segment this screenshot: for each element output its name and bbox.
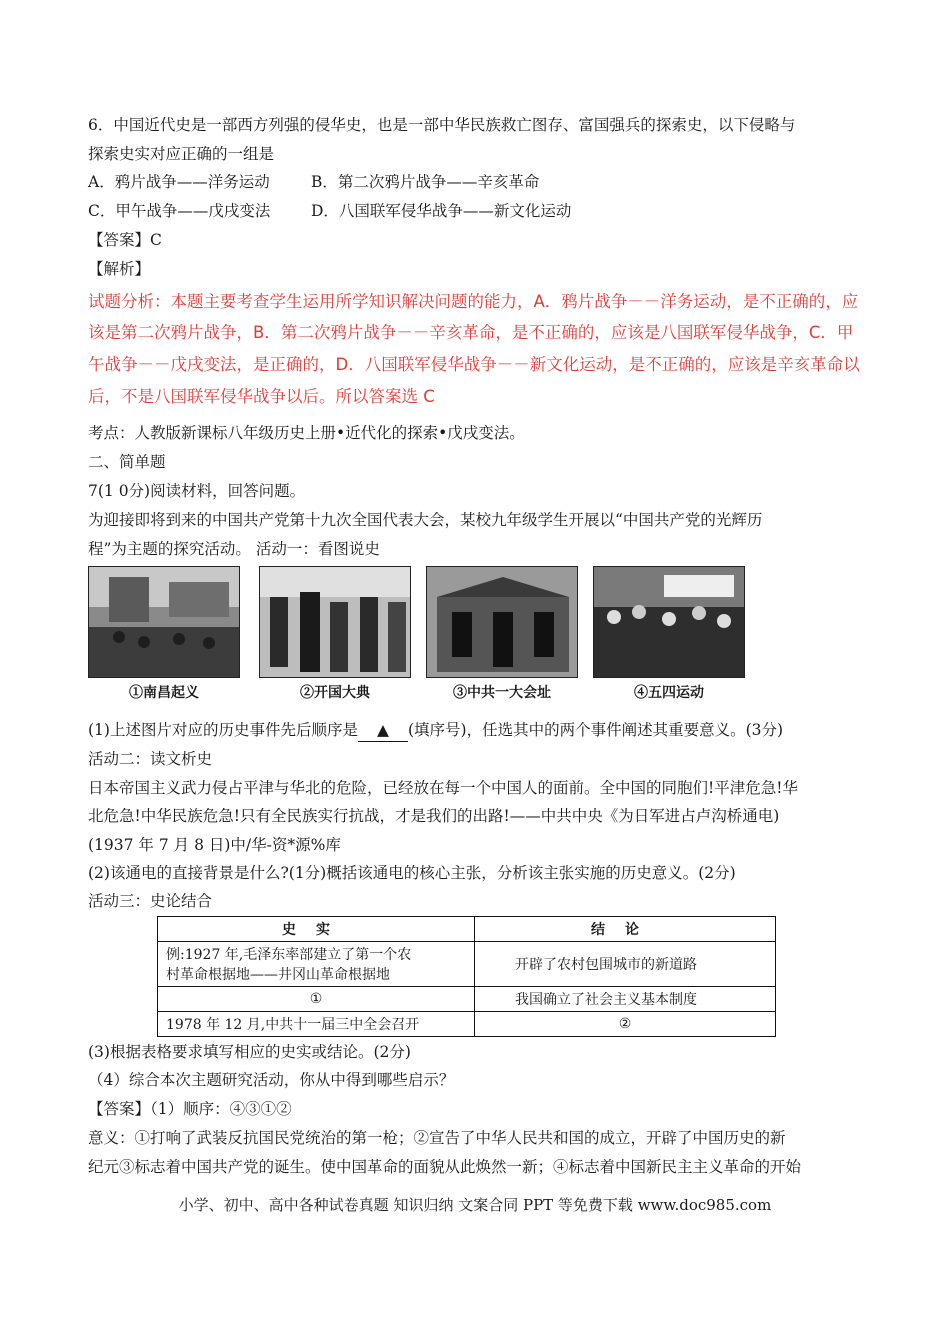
q7-sub4: （4）综合本次主题研究活动，你从中得到哪些启示？: [88, 1071, 455, 1089]
q7-answer: 【答案】（1）顺序：④③①②: [88, 1100, 292, 1118]
q7-sub1: [88, 719, 783, 742]
quote-line2: 北危急!中华民族危急!只有全民族实行抗战，才是我们的出路!——中共中央《为日军进占卢沟桥通电): [88, 807, 780, 825]
q7-meaning-line2: 纪元③标志着中国共产党的诞生。使中国革命的面貌从此焕然一新；④标志着中国新民主主义革命的开始: [88, 1158, 802, 1176]
table-cell-conclusion: 我国确立了社会主义基本制度: [475, 987, 776, 1012]
q7-sub1-suffix: (填序号)，任选其中的两个事件阐述其重要意义。(3分): [407, 721, 784, 739]
q7-intro-line2: 程”为主题的探究活动。 活动一：看图说史: [88, 540, 380, 558]
table-header-conclusion: 结论: [475, 917, 776, 942]
quote-line1: 日本帝国主义武力侵占平津与华北的危险，已经放在每一个中国人的面前。全中国的同胞们!平津危急!华: [88, 779, 798, 797]
q6-option-a: A．鸦片战争——洋务运动: [88, 173, 270, 191]
table-cell-fact: [158, 942, 475, 987]
section-heading: 二、简单题: [88, 453, 166, 471]
table-cell-fact: ①: [158, 987, 475, 1012]
q6-option-c: C．甲午战争——戊戌变法: [88, 202, 271, 220]
q6-stem-line2: 探索史实对应正确的一组是: [88, 145, 275, 163]
table-cell-conclusion: ②: [475, 1012, 776, 1037]
activity-two-heading: 活动二：读文析史: [88, 750, 213, 768]
photo-image: [426, 566, 578, 678]
photo-caption: ①南昌起义: [129, 685, 199, 701]
photo-founding-ceremony: [259, 566, 411, 706]
photo-caption: ②开国大典: [300, 685, 370, 701]
table-fact-line: 村革命根据地——井冈山革命根据地: [166, 967, 390, 983]
page-footer: 小学、初中、高中各种试卷真题 知识归纳 文案合同 PPT 等免费下载 www.doc985.com: [178, 1196, 772, 1214]
photo-image: [593, 566, 745, 678]
q6-analysis-line: 该是第二次鸦片战争，B．第二次鸦片战争－－辛亥革命，是不正确的，应该是八国联军侵华战争，C．甲: [88, 323, 854, 342]
q7-intro-line1: 为迎接即将到来的中国共产党第十九次全国代表大会，某校九年级学生开展以“中国共产党的光辉历: [88, 511, 763, 529]
q6-kaodian: 考点：人教版新课标八年级历史上册•近代化的探索•戊戌变法。: [88, 424, 525, 442]
q7-sub3: (3)根据表格要求填写相应的史实或结论。(2分): [88, 1043, 411, 1061]
q7-sub1-prefix: (1)上述图片对应的历史事件先后顺序是: [88, 721, 358, 739]
q7-title: 7(1 0分)阅读材料，回答问题。: [88, 482, 306, 500]
q7-sub2: (2)该通电的直接背景是什么?(1分)概括该通电的核心主张，分析该主张实施的历史意义。(2分): [88, 864, 736, 882]
q6-analysis-line: 后，不是八国联军侵华战争以后。所以答案选 C: [88, 387, 435, 406]
table-header-fact: 史实: [158, 917, 475, 942]
q6-option-d: D．八国联军侵华战争——新文化运动: [311, 202, 572, 220]
table-cell-fact: 1978 年 12 月,中共十一届三中全会召开: [158, 1012, 475, 1037]
table-fact-line: 例:1927 年,毛泽东率部建立了第一个农: [166, 947, 412, 963]
photo-image: [88, 566, 240, 678]
photo-strip: [88, 566, 860, 706]
q6-analysis-label: 【解析】: [88, 260, 151, 278]
q6-analysis-line: 午战争－－戊戌变法，是正确的，D．八国联军侵华战争－－新文化运动，是不正确的，应该是辛亥革命以: [88, 355, 860, 374]
quote-line3: (1937 年 7 月 8 日)中/华-资*源%库: [88, 836, 341, 854]
photo-caption: ③中共一大会址: [453, 685, 551, 701]
activity-three-heading: 活动三：史论结合: [88, 892, 213, 910]
photo-first-congress-site: [426, 566, 578, 706]
table-cell-conclusion: 开辟了农村包围城市的新道路: [475, 942, 776, 987]
photo-nanchang: [88, 566, 240, 706]
photo-image: [259, 566, 411, 678]
q6-analysis-line: 试题分析：本题主要考查学生运用所学知识解决问题的能力，A．鸦片战争－－洋务运动，是不正确的，应: [88, 292, 859, 311]
q7-meaning-line1: 意义：①打响了武装反抗国民党统治的第一枪；②宣告了中华人民共和国的成立，开辟了中国历史的新: [88, 1129, 786, 1147]
photo-may-fourth: [593, 566, 745, 706]
answer-blank: ▲: [358, 719, 408, 742]
history-table: [157, 916, 776, 1037]
q6-option-b: B．第二次鸦片战争——辛亥革命: [311, 173, 540, 191]
photo-caption: ④五四运动: [634, 685, 704, 701]
q6-answer: 【答案】C: [88, 231, 162, 249]
q6-stem-line1: 6．中国近代史是一部西方列强的侵华史，也是一部中华民族救亡图存、富国强兵的探索史，以下侵略与: [88, 116, 796, 134]
